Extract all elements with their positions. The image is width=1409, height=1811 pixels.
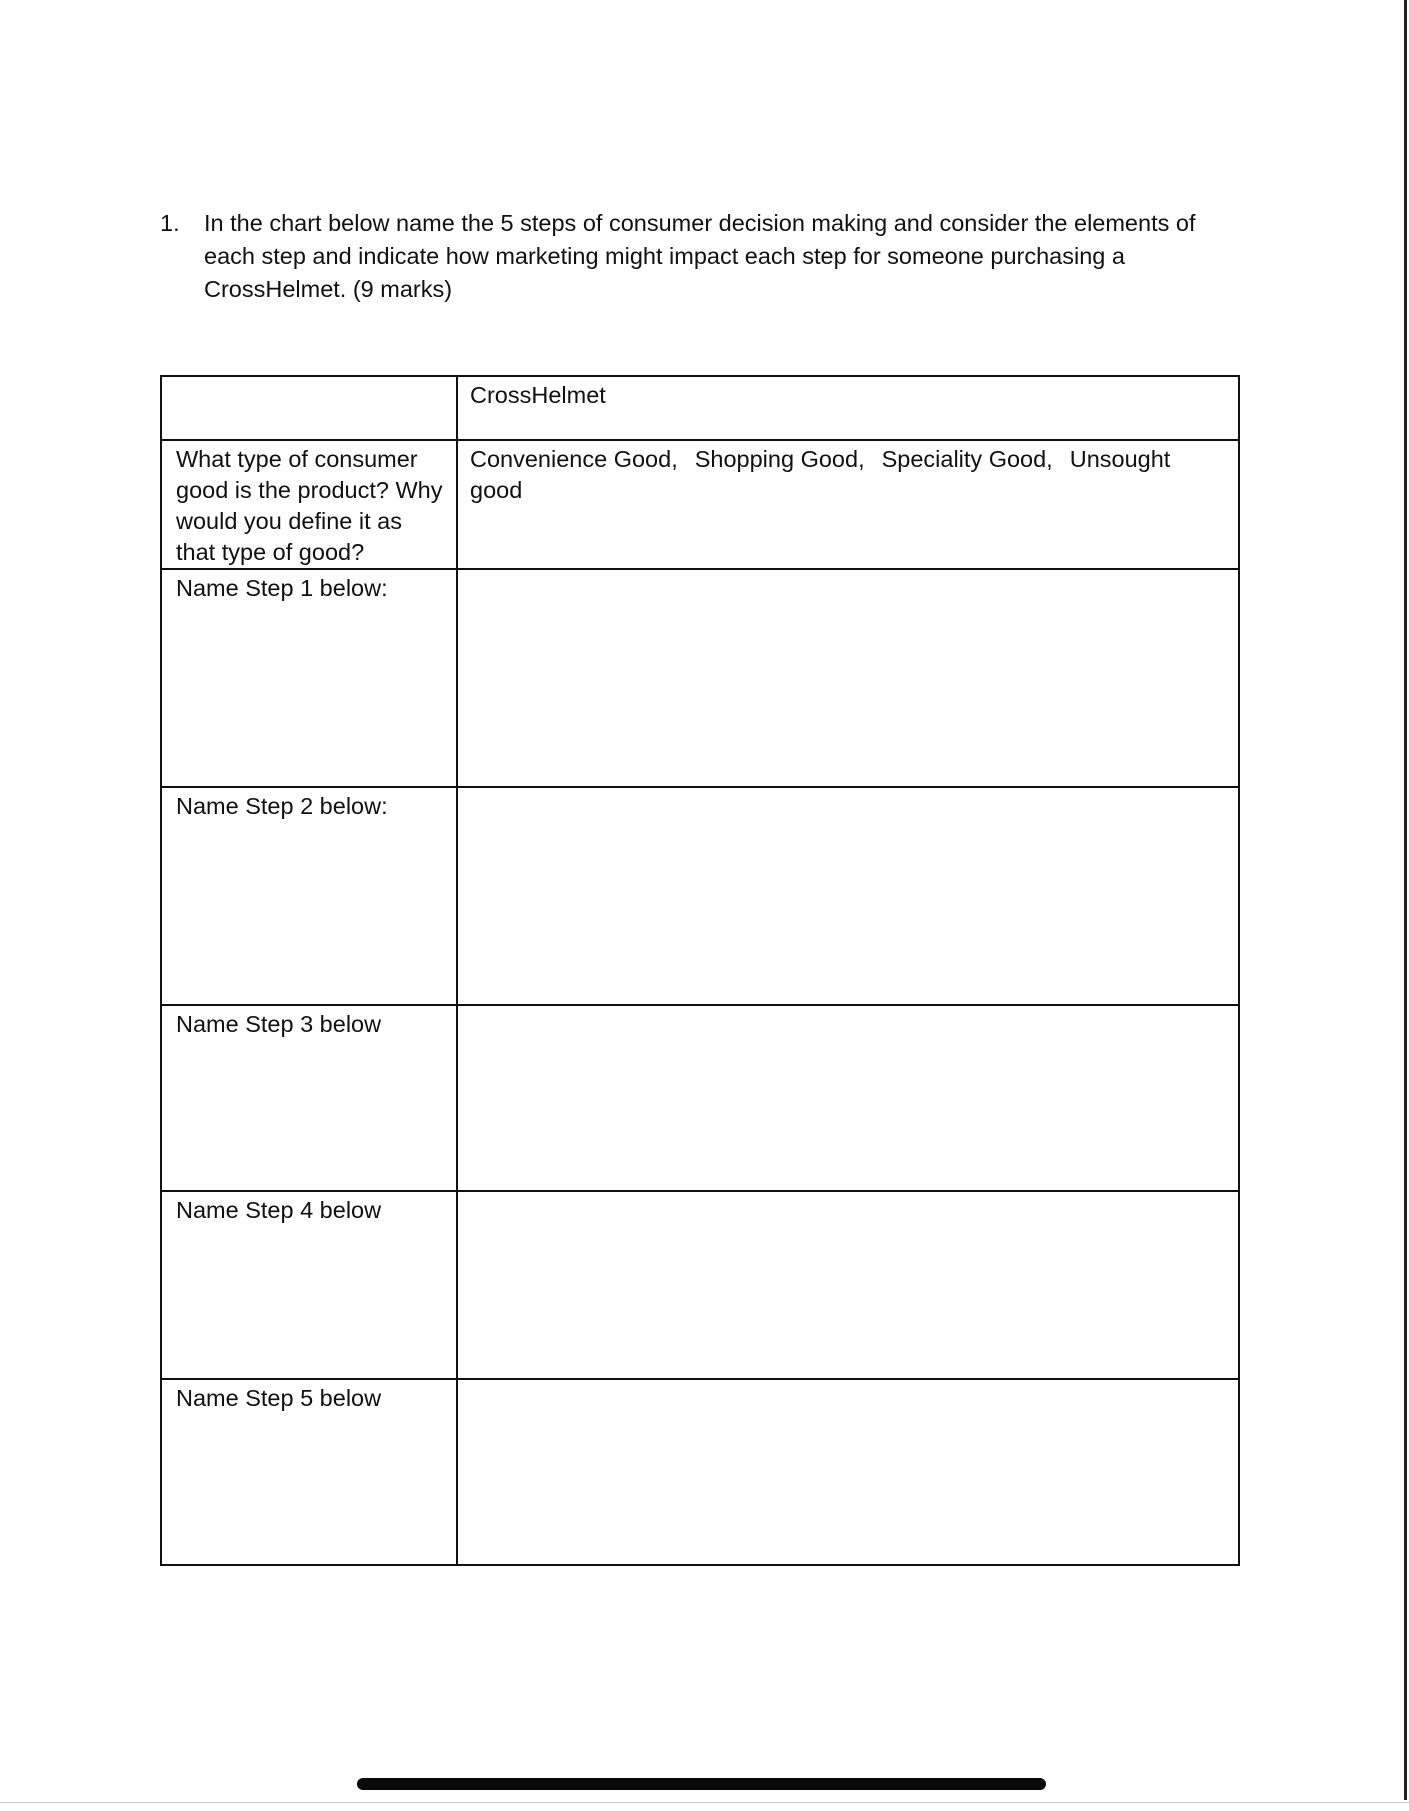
step-2-row [161, 787, 1239, 1005]
option-shopping-good: Shopping Good, [694, 446, 865, 472]
step-1-label: Name Step 1 below: [161, 569, 457, 787]
header-blank-cell [161, 376, 457, 440]
bottom-divider [0, 1802, 1409, 1803]
decision-making-table [160, 375, 1240, 1566]
step-1-answer-cell[interactable] [457, 569, 1239, 787]
step-3-row [161, 1005, 1239, 1191]
consumer-good-options[interactable] [457, 440, 1239, 569]
consumer-good-question: What type of consumer good is the product? Why would you define it as that type of good? [161, 440, 457, 569]
consumer-good-row [161, 440, 1239, 569]
home-indicator-bar[interactable] [357, 1778, 1046, 1790]
page-edge [1404, 0, 1407, 1800]
step-2-label: Name Step 2 below: [161, 787, 457, 1005]
option-convenience-good: Convenience Good, [470, 446, 678, 472]
step-3-label: Name Step 3 below [161, 1005, 457, 1191]
step-4-label: Name Step 4 below [161, 1191, 457, 1379]
step-4-answer-cell[interactable] [457, 1191, 1239, 1379]
option-speciality-good: Speciality Good, [881, 446, 1053, 472]
step-3-answer-cell[interactable] [457, 1005, 1239, 1191]
option-unsought-good: Unsought good [470, 446, 1171, 503]
question-1 [160, 207, 1220, 306]
step-5-answer-cell[interactable] [457, 1379, 1239, 1565]
step-5-label: Name Step 5 below [161, 1379, 457, 1565]
step-1-row [161, 569, 1239, 787]
question-text: In the chart below name the 5 steps of consumer decision making and consider the elements of each step and indicate how marketing might impact each step for someone purchasing a CrossHelmet. (9 marks) [204, 210, 1196, 302]
step-2-answer-cell[interactable] [457, 787, 1239, 1005]
question-number: 1. [160, 210, 180, 236]
table-header-row [161, 376, 1239, 440]
step-4-row [161, 1191, 1239, 1379]
step-5-row [161, 1379, 1239, 1565]
product-name-cell: CrossHelmet [457, 376, 1239, 440]
